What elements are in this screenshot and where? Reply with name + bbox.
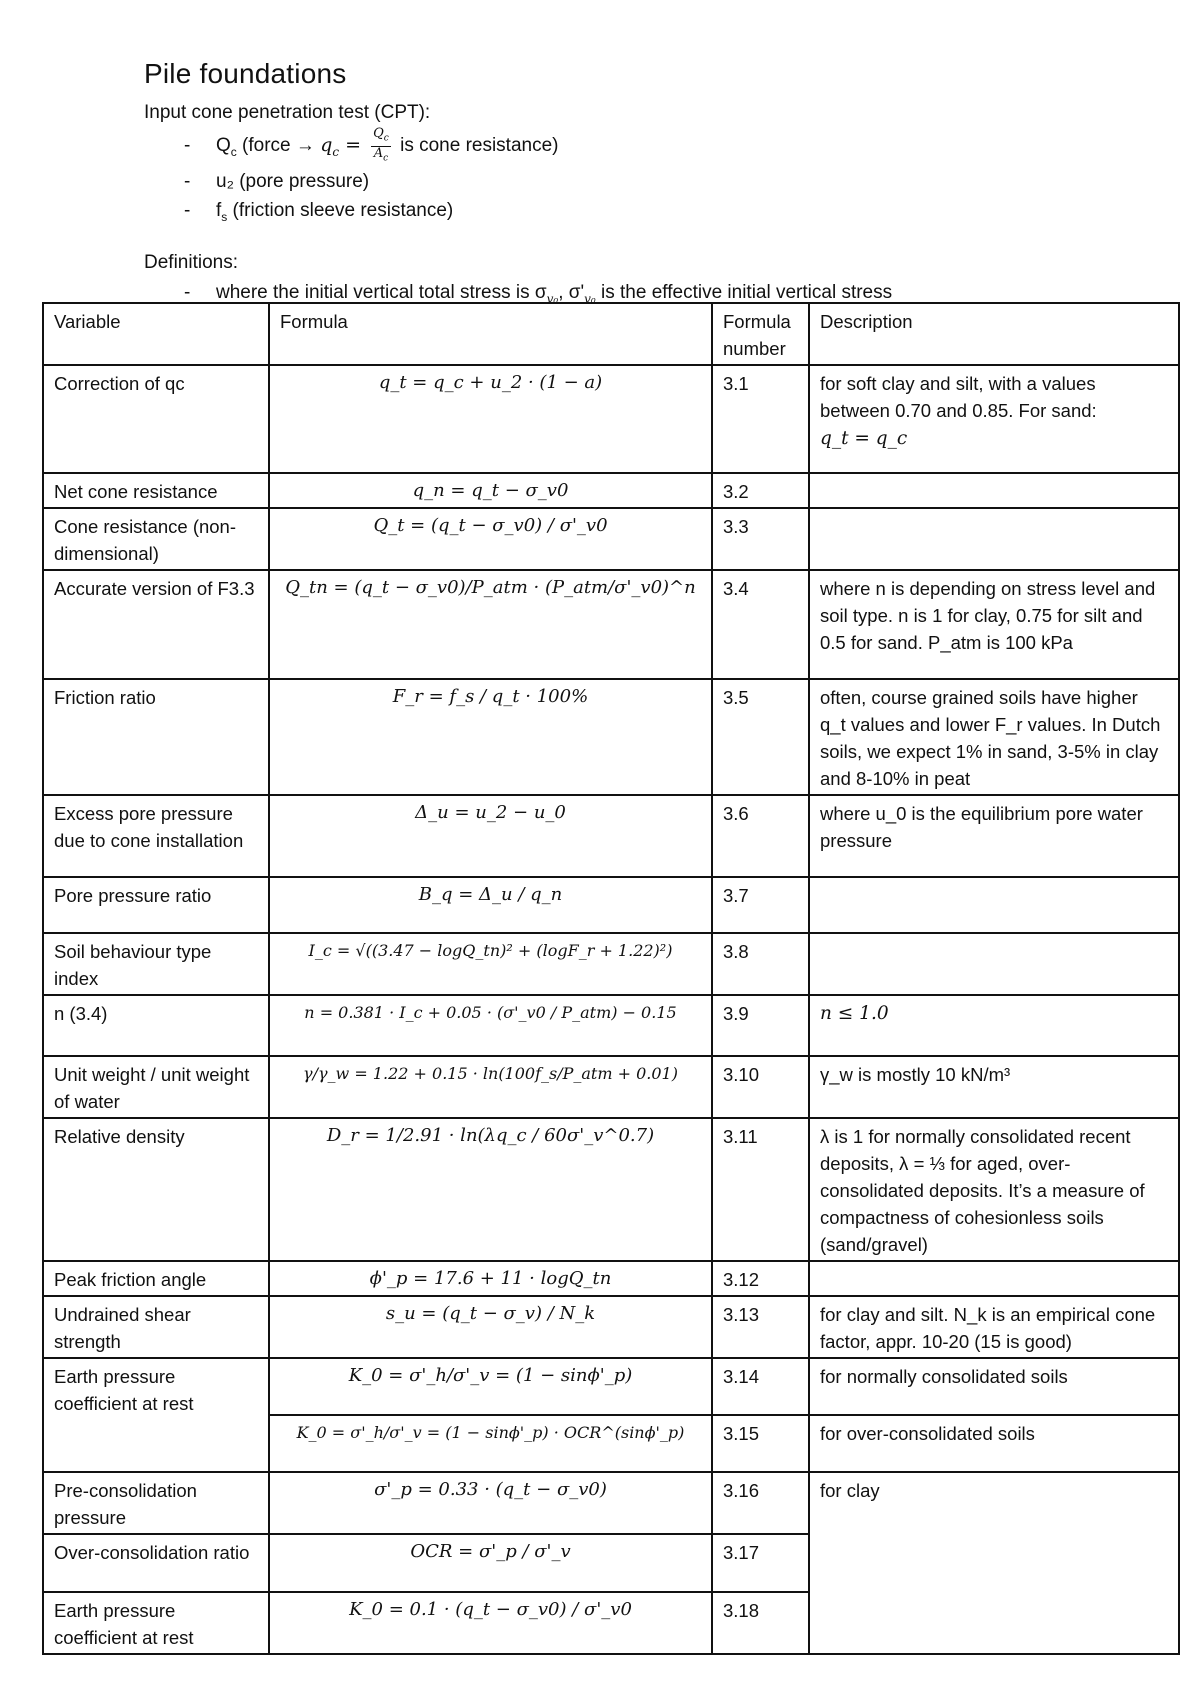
header-formula: Formula — [269, 303, 712, 365]
formula-cell: γ/γ_w = 1.22 + 0.15 · ln(100f_s/P_atm + 0.01) — [269, 1056, 712, 1118]
table-row — [43, 508, 1179, 570]
number-cell: 3.4 — [712, 570, 809, 679]
table-row — [43, 570, 1179, 679]
table-row — [43, 933, 1179, 995]
intro-heading: Input cone penetration test (CPT): — [144, 102, 431, 123]
formula-cell: K_0 = σ'_h/σ'_v = (1 − sinϕ'_p) — [269, 1358, 712, 1415]
description-cell — [809, 1261, 1179, 1296]
table-row — [43, 1118, 1179, 1261]
formula-cell: K_0 = 0.1 · (q_t − σ_v0) / σ'_v0 — [269, 1592, 712, 1654]
number-cell: 3.11 — [712, 1118, 809, 1261]
page-title: Pile foundations — [144, 58, 347, 89]
description-cell: for normally consolidated soils — [809, 1358, 1179, 1415]
variable-cell: Excess pore pressure due to cone installation — [43, 795, 269, 877]
formula-cell: K_0 = σ'_h/σ'_v = (1 − sinϕ'_p) · OCR^(sinϕ'_p) — [269, 1415, 712, 1472]
formula-cell: Q_tn = (q_t − σ_v0)/P_atm · (P_atm/σ'_v0)^n — [269, 570, 712, 679]
variable-cell: Correction of qc — [43, 365, 269, 473]
formula-cell: ϕ'_p = 17.6 + 11 · logQ_tn — [269, 1261, 712, 1296]
formula-cell: B_q = Δ_u / q_n — [269, 877, 712, 933]
intro-bullet-u2: - u₂ (pore pressure) — [184, 170, 370, 192]
variable-cell: Undrained shear strength — [43, 1296, 269, 1358]
formula-cell: Q_t = (q_t − σ_v0) / σ'_v0 — [269, 508, 712, 570]
table-row — [43, 795, 1179, 877]
variable-cell: Unit weight / unit weight of water — [43, 1056, 269, 1118]
number-cell: 3.9 — [712, 995, 809, 1056]
description-cell: γ_w is mostly 10 kN/m³ — [809, 1056, 1179, 1118]
number-cell: 3.12 — [712, 1261, 809, 1296]
variable-cell: Relative density — [43, 1118, 269, 1261]
table-row — [43, 1056, 1179, 1118]
description-cell: for over-consolidated soils — [809, 1415, 1179, 1472]
number-cell: 3.13 — [712, 1296, 809, 1358]
header-description: Description — [809, 303, 1179, 365]
variable-cell: Earth pressure coefficient at rest — [43, 1592, 269, 1654]
number-cell: 3.5 — [712, 679, 809, 795]
description-cell: where u_0 is the equilibrium pore water pressure — [809, 795, 1179, 877]
table-row — [43, 1534, 1179, 1592]
number-cell: 3.7 — [712, 877, 809, 933]
variable-cell: Net cone resistance — [43, 473, 269, 508]
formula-cell: D_r = 1/2.91 · ln(λq_c / 60σ'_v^0.7) — [269, 1118, 712, 1261]
cone-resistance-formula: $q_c$ = — [320, 134, 368, 159]
number-cell: 3.16 — [712, 1472, 809, 1534]
formula-cell: s_u = (q_t − σ_v) / N_k — [269, 1296, 712, 1358]
table-row — [43, 1296, 1179, 1358]
description-cell: n ≤ 1.0 — [809, 995, 1179, 1056]
description-cell — [809, 473, 1179, 508]
variable-cell: Peak friction angle — [43, 1261, 269, 1296]
variable-cell: Pore pressure ratio — [43, 877, 269, 933]
table-row — [43, 1358, 1179, 1415]
number-cell: 3.14 — [712, 1358, 809, 1415]
description-cell — [809, 508, 1179, 570]
number-cell: 3.3 — [712, 508, 809, 570]
number-cell: 3.6 — [712, 795, 809, 877]
description-cell: for clay and silt. N_k is an empirical cone factor, appr. 10-20 (15 is good) — [809, 1296, 1179, 1358]
table-row — [43, 995, 1179, 1056]
number-cell: 3.18 — [712, 1592, 809, 1654]
table-row — [43, 1472, 1179, 1534]
description-cell — [809, 1534, 1179, 1592]
number-cell: 3.1 — [712, 365, 809, 473]
number-cell: 3.2 — [712, 473, 809, 508]
table-row — [43, 1261, 1179, 1296]
bullet-dash: - — [184, 135, 191, 157]
description-cell: for clay — [809, 1472, 1179, 1534]
variable-cell: Soil behaviour type index — [43, 933, 269, 995]
description-cell — [809, 1592, 1179, 1654]
description-cell: for soft clay and silt, with a values between 0.70 and 0.85. For sand: q_t = q_c — [809, 365, 1179, 473]
table-row — [43, 365, 1179, 473]
formula-cell: Δ_u = u_2 − u_0 — [269, 795, 712, 877]
variable-cell: Pre-consolidation pressure — [43, 1472, 269, 1534]
table-row — [43, 877, 1179, 933]
variable-cell: Friction ratio — [43, 679, 269, 795]
description-cell: often, course grained soils have higher q_t values and lower F_r values. In Dutch soils, we expect 1% in sand, 3-5% in clay and 8-10% in peat — [809, 679, 1179, 795]
variable-cell: Cone resistance (non-dimensional) — [43, 508, 269, 570]
definitions-bullet: - where the initial vertical total stress is $\sigma_{v_0}$, $\sigma'_{v_0}$ is the effective initial vertical stress — [184, 282, 893, 306]
table-header-row — [43, 303, 1179, 365]
table-row — [43, 1592, 1179, 1654]
formula-cell: σ'_p = 0.33 · (q_t − σ_v0) — [269, 1472, 712, 1534]
header-number: Formula number — [712, 303, 809, 365]
variable-cell: Over-consolidation ratio — [43, 1534, 269, 1592]
table-row — [43, 679, 1179, 795]
table-row — [43, 473, 1179, 508]
formula-cell: q_n = q_t − σ_v0 — [269, 473, 712, 508]
description-cell — [809, 877, 1179, 933]
variable-cell: n (3.4) — [43, 995, 269, 1056]
definitions-heading: Definitions: — [144, 252, 238, 273]
formula-cell: OCR = σ'_p / σ'_v — [269, 1534, 712, 1592]
number-cell: 3.15 — [712, 1415, 809, 1472]
formula-table — [42, 302, 1180, 1655]
number-cell: 3.10 — [712, 1056, 809, 1118]
description-cell — [809, 933, 1179, 995]
variable-cell: Earth pressure coefficient at rest — [43, 1358, 269, 1472]
description-cell: λ is 1 for normally consolidated recent deposits, λ = ⅓ for aged, over-consolidated deposits. It’s a measure of compactness of cohesionless soils (sand/gravel) — [809, 1118, 1179, 1261]
number-cell: 3.17 — [712, 1534, 809, 1592]
formula-cell: n = 0.381 · I_c + 0.05 · (σ'_v0 / P_atm) − 0.15 — [269, 995, 712, 1056]
intro-section — [144, 98, 559, 232]
description-cell: where n is depending on stress level and soil type. n is 1 for clay, 0.75 for silt and 0.5 for sand. P_atm is 100 kPa — [809, 570, 1179, 679]
variable-cell: Accurate version of F3.3 — [43, 570, 269, 679]
formula-cell: q_t = q_c + u_2 · (1 − a) — [269, 365, 712, 473]
header-variable: Variable — [43, 303, 269, 365]
formula-cell: I_c = √((3.47 − logQ_tn)² + (logF_r + 1.22)²) — [269, 933, 712, 995]
intro-bullet-fs: - $f_s$ (friction sleeve resistance) — [184, 199, 454, 224]
qc-ac-fraction: $\frac{Q_c}{A_c}$ — [373, 126, 389, 164]
number-cell: 3.8 — [712, 933, 809, 995]
formula-cell: F_r = f_s / q_t · 100% — [269, 679, 712, 795]
intro-bullet-qc: - $Q_c$ (force → $q_c$ = $\frac{Q_c}{A_c}$ is cone resistance) — [144, 127, 559, 167]
